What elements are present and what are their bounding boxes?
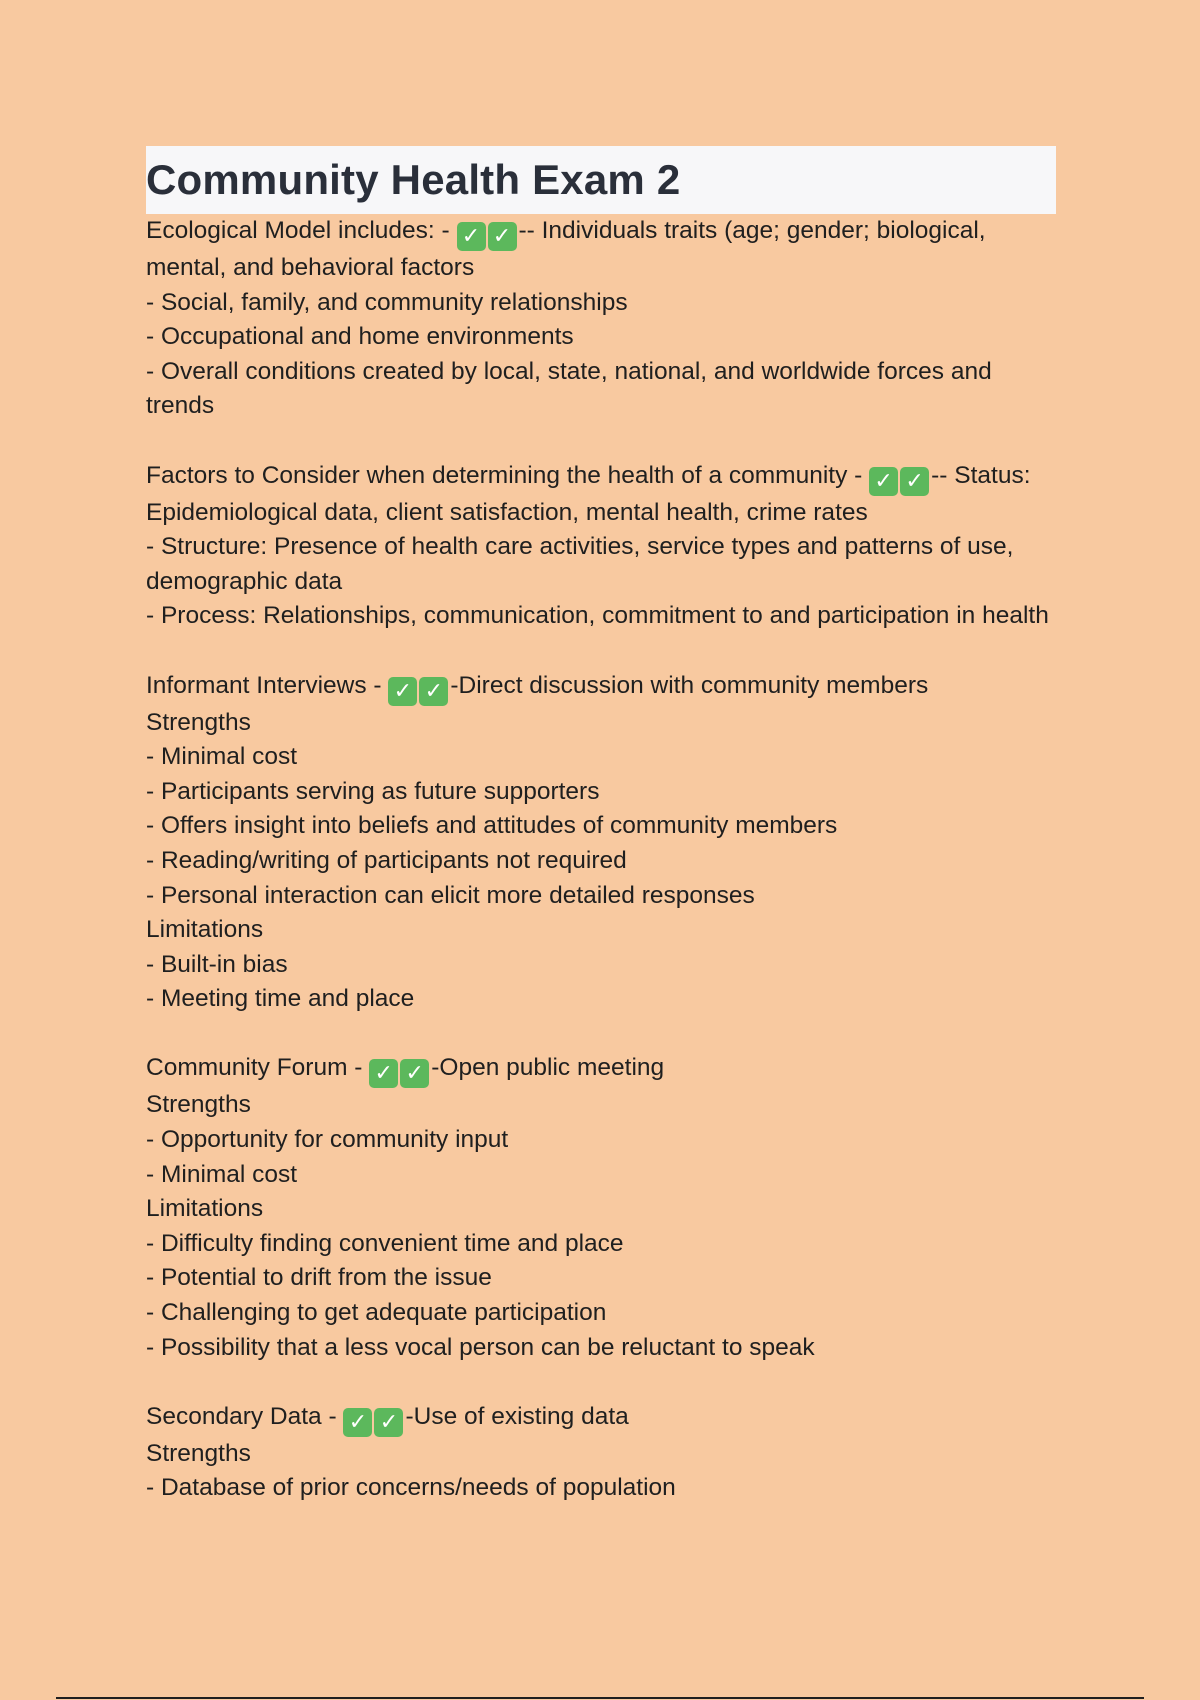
section-heading-line xyxy=(146,1400,1056,1437)
page-title: Community Health Exam 2 xyxy=(146,156,681,203)
section-line: - Built-in bias xyxy=(146,950,288,978)
title-bar xyxy=(146,146,1056,214)
section-answer: -- Status: Epidemiological data, client satisfaction, mental health, crime rates xyxy=(146,461,1031,526)
note-section xyxy=(146,669,1056,1017)
section-line: - Occupational and home environments xyxy=(146,323,574,351)
check-mark-icon: ✓ xyxy=(343,1408,372,1437)
section-heading: Ecological Model includes: - xyxy=(146,217,457,244)
section-line: - Overall conditions created by local, state, national, and worldwide forces and trends xyxy=(146,357,992,420)
section-line: - Meeting time and place xyxy=(146,985,415,1013)
check-mark-icon: ✓ xyxy=(869,467,898,496)
section-answer: -Open public meeting xyxy=(431,1054,665,1082)
check-mark-icon: ✓ xyxy=(400,1059,429,1088)
section-answer: -Direct discussion with community members xyxy=(450,671,929,699)
check-mark-icon: ✓ xyxy=(900,467,929,496)
section-line: - Minimal cost xyxy=(146,1160,298,1188)
check-mark-icon: ✓ xyxy=(388,677,417,706)
section-heading: Secondary Data - xyxy=(146,1402,344,1430)
section-heading-line xyxy=(146,459,1056,531)
section-line: - Reading/writing of participants not required xyxy=(146,846,627,874)
section-line: - Structure: Presence of health care activities, service types and patterns of use, demographic data xyxy=(146,533,1014,595)
section-line: - Opportunity for community input xyxy=(146,1126,509,1154)
section-line: - Process: Relationships, communication, commitment to and participation in health xyxy=(146,602,1049,630)
section-heading-line xyxy=(146,1051,1056,1088)
check-mark-icon: ✓ xyxy=(374,1408,403,1437)
section-answer: -- Individuals traits (age; gender; biological, mental, and behavioral factors xyxy=(146,217,986,281)
section-line: - Challenging to get adequate participation xyxy=(146,1299,607,1327)
section-heading-line xyxy=(146,669,1056,706)
section-line: Limitations xyxy=(146,1195,264,1223)
section-heading-line xyxy=(146,214,1056,286)
document-body xyxy=(146,214,1056,1506)
section-line: - Database of prior concerns/needs of population xyxy=(146,1474,676,1502)
section-line: - Difficulty finding convenient time and place xyxy=(146,1229,624,1257)
check-mark-icon: ✓ xyxy=(457,222,486,251)
section-line: - Participants serving as future supporters xyxy=(146,777,600,805)
bottom-divider xyxy=(56,1697,1144,1699)
section-heading: Community Forum - xyxy=(146,1054,370,1082)
note-section xyxy=(146,1051,1056,1365)
section-line: - Possibility that a less vocal person can be reluctant to speak xyxy=(146,1333,815,1361)
section-heading: Factors to Consider when determining the health of a community - xyxy=(146,461,870,489)
note-section xyxy=(146,1400,1056,1506)
section-line: - Personal interaction can elicit more detailed responses xyxy=(146,881,755,909)
note-section xyxy=(146,459,1056,634)
check-mark-icon: ✓ xyxy=(488,222,517,251)
section-line: - Social, family, and community relationships xyxy=(146,288,628,316)
section-line: - Minimal cost xyxy=(146,743,298,771)
check-mark-icon: ✓ xyxy=(419,677,448,706)
section-line: Strengths xyxy=(146,1439,251,1467)
section-line: - Potential to drift from the issue xyxy=(146,1264,492,1292)
section-line: - Offers insight into beliefs and attitudes of community members xyxy=(146,812,838,840)
section-answer: -Use of existing data xyxy=(405,1402,629,1430)
section-line: Strengths xyxy=(146,1091,251,1119)
check-mark-icon: ✓ xyxy=(369,1059,398,1088)
note-section xyxy=(146,214,1056,424)
section-heading: Informant Interviews - xyxy=(146,671,389,699)
section-line: Limitations xyxy=(146,916,264,944)
section-line: Strengths xyxy=(146,708,251,736)
document-page xyxy=(146,146,1056,1541)
